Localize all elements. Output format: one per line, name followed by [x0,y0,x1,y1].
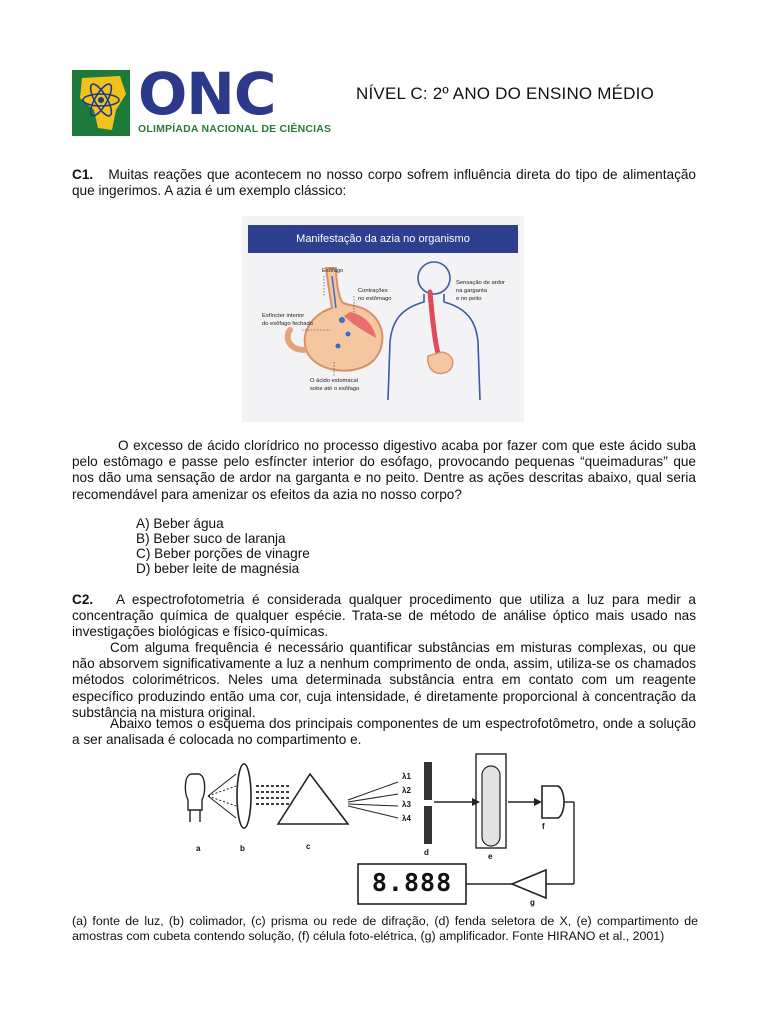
lambda-4: λ4 [402,814,411,823]
amplifier-icon [512,870,546,898]
cuvette-icon [476,754,506,848]
light-source-icon [185,774,204,822]
q1-intro-text: Muitas reações que acontecem no nosso corpo sofrem influência direta do tipo de alimentação que ingerimos. A azia é um exemplo clássico: [72,167,696,199]
logo-subtitle: OLIMPÍADA NACIONAL DE CIÊNCIAS [138,123,332,135]
letter-e: e [488,852,493,861]
letter-b: b [240,844,245,853]
q1-label: C1. [72,167,94,182]
slit-lower [424,806,432,844]
logo-emblem [72,70,130,136]
q2-p1-text: A espectrofotometria é considerada qualquer procedimento que utiliza a luz para medir a concentração química de qualquer espécie. Trata-se de método de análise óptico mais usado nas investigações biológicas e físico-químicas. [72,592,696,640]
letter-a: a [196,844,201,853]
onc-logo [72,60,332,140]
q1-intro [72,167,696,199]
label-contracoes-2: no estômago [358,296,392,302]
heartburn-figure [242,216,524,422]
label-contracoes-1: Contrações [358,288,388,294]
label-sensacao-1: Sensação de ardor [456,280,505,286]
heartburn-illustration [242,216,524,422]
q1-body: O excesso de ácido clorídrico no processo digestivo acaba por fazer com que este ácido suba pelo estômago e passe pelo esfíncter interior do esófago, provocando pequenas “queimaduras” que nos dão uma sensação de ardor na garganta e no peito. Dentre as ações descritas abaixo, qual seria recomendável para amenizar os efeitos da azia no nosso corpo? [72,438,696,502]
letter-d: d [424,848,429,857]
label-acido-1: O ácido estomacal [310,378,359,384]
q1-option-c: C) Beber porções de vinagre [136,546,310,561]
q1-option-a: A) Beber água [136,516,224,531]
level-title: NÍVEL C: 2º ANO DO ENSINO MÉDIO [356,84,655,103]
q2-paragraph-2: Com alguma frequência é necessário quantificar substâncias em misturas complexas, ou que não absorvem significativamente a luz a nenhum comprimento de onda, assim, utiliza-se os chamados métodos colorimétricos. Neles uma determinada substância entra em contato com um reagente específico produzindo então uma cor, cuja intensidade, é diretamente proporcional à concentração da substância na mistura original. [72,640,696,720]
photocell-icon [542,786,564,818]
q2-label: C2. [72,592,94,607]
q2-paragraph-1 [72,592,696,641]
letter-c: c [306,842,311,851]
letter-g: g [530,898,535,907]
atom-map-icon [72,70,130,136]
display-readout: 8.888 [371,868,453,897]
q2-paragraph-3: Abaixo temos o esquema dos principais componentes de um espectrofotômetro, onde a solução a ser analisada é colocada no compartimento e. [72,716,696,748]
diagram-caption: (a) fonte de luz, (b) colimador, (c) prisma ou rede de difração, (d) fenda seletora de X, (e) compartimento de amostras com cubeta contendo solução, (f) célula foto-elétrica, (g) amplificador. Fonte HIRANO et al., 2001) [72,914,698,943]
label-esofago: Esôfago [322,268,344,274]
label-esfincter-2: do esôfago fechado [262,321,313,327]
spectrophotometer-diagram [172,752,602,910]
logo-letters: ONC [138,60,276,128]
letter-f: f [542,822,545,831]
q1-option-b: B) Beber suco de laranja [136,531,286,546]
figure-title: Manifestação da azia no organismo [248,225,518,253]
lambda-3: λ3 [402,800,411,809]
slit-upper [424,762,432,800]
label-sensacao-3: e no peito [456,296,482,302]
label-esfincter-1: Esfíncter interior [262,313,305,319]
collimator-lens-icon [237,764,251,828]
label-sensacao-2: na garganta [456,288,487,294]
lambda-1: λ1 [402,772,411,781]
q1-option-d: D) beber leite de magnésia [136,561,300,576]
lambda-2: λ2 [402,786,411,795]
prism-icon [278,774,348,824]
label-acido-2: sobe até o esôfago [310,386,360,392]
